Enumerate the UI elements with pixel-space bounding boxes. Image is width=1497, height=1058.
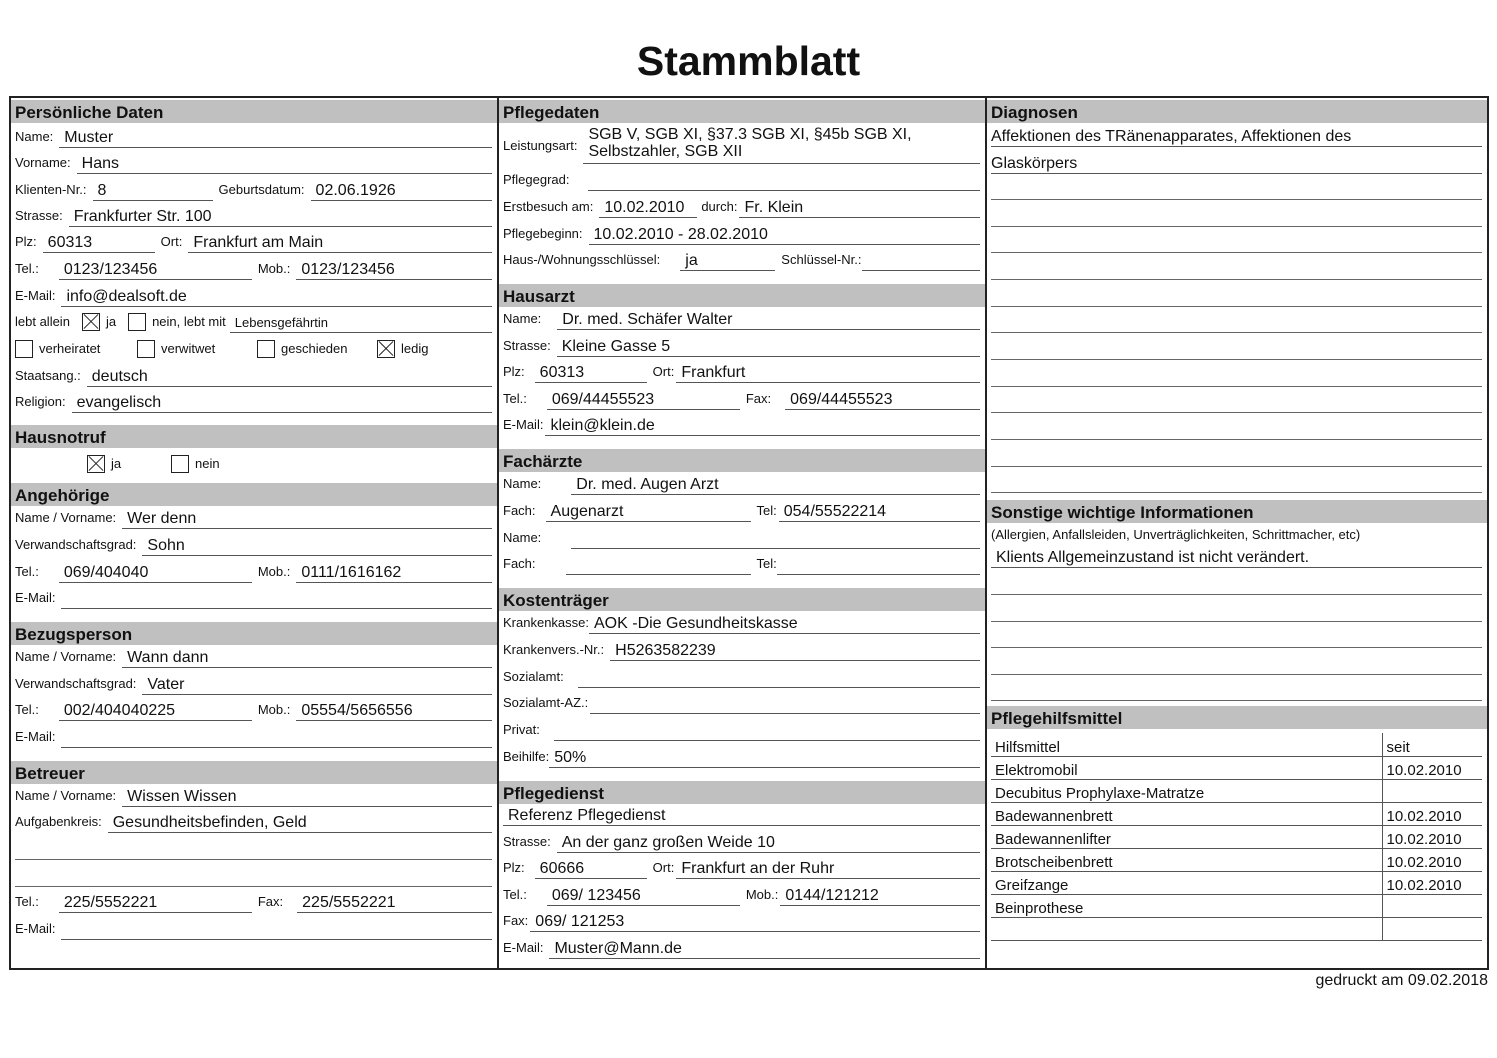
betreuer-email-label: E-Mail: [15, 921, 56, 936]
klient-row [15, 179, 492, 201]
pflegebeginn-row [503, 223, 980, 245]
angehoerige-grad-label: Verwandschaftsgrad: [15, 537, 137, 552]
vorname-label: Vorname: [15, 155, 71, 170]
name-row [15, 126, 492, 148]
diagnosen-blank-line[interactable] [991, 386, 1482, 387]
angehoerige-mob-label: Mob.: [257, 564, 291, 579]
leistungsart-row [503, 126, 980, 164]
hausarzt-tel-field[interactable]: 069/44455523 [547, 390, 740, 410]
hausarzt-name-row [503, 308, 980, 330]
betreuer-fax-field[interactable]: 225/5552221 [297, 893, 492, 913]
plz-ort-row [15, 231, 492, 253]
column-header-hilfsmittel: Hilfsmittel [991, 733, 1382, 756]
plz-field[interactable]: 60313 [43, 233, 155, 253]
hilfsmittel-name[interactable]: Elektromobil [991, 756, 1382, 779]
tel-field[interactable]: 0123/123456 [59, 260, 252, 280]
lebt-allein-ja-checkbox[interactable] [82, 313, 100, 331]
hausarzt-strasse-field[interactable]: Kleine Gasse 5 [557, 337, 980, 357]
section-header-fachaerzte: Fachärzte [499, 449, 985, 472]
diagnosen-blank-line[interactable] [991, 199, 1482, 200]
sonstige-text-field[interactable]: Klients Allgemeinzustand ist nicht verändert. [991, 548, 1482, 568]
hausnotruf-row [87, 453, 492, 475]
angehoerige-email-label: E-Mail: [15, 590, 56, 605]
bezugsperson-email-field[interactable] [61, 728, 492, 748]
pflegegrad-field[interactable] [588, 171, 981, 191]
privat-row [503, 719, 980, 741]
hilfsmittel-seit[interactable]: 10.02.2010 [1382, 802, 1482, 825]
hausarzt-plz-field[interactable]: 60313 [535, 363, 647, 383]
pflegedienst-fax-row [503, 910, 980, 932]
facharzt-2-name-label: Name: [503, 530, 542, 545]
strasse-row [15, 205, 492, 227]
hilfsmittel-name[interactable]: Greifzange [991, 871, 1382, 894]
facharzt-fach-label: Fach: [503, 503, 536, 518]
leistungsart-line-1: SGB V, SGB XI, §37.3 SGB XI, §45b SGB XI, [588, 126, 912, 143]
privat-field[interactable] [554, 721, 980, 741]
email-field[interactable]: info@dealsoft.de [61, 287, 492, 307]
hilfsmittel-name[interactable]: Badewannenlifter [991, 825, 1382, 848]
lebt-mit-field[interactable]: Lebensgefährtin [230, 313, 492, 333]
facharzt-2-name-field[interactable] [571, 529, 980, 549]
sozialamt-az-row [503, 692, 980, 714]
geburtsdatum-field[interactable]: 02.06.1926 [311, 181, 492, 201]
angehoerige-mob-field[interactable]: 0111/1616162 [296, 563, 492, 583]
krankenkasse-label: Krankenkasse: [503, 615, 589, 630]
bezugsperson-name-row [15, 646, 492, 668]
sozialamt-field[interactable] [578, 668, 980, 688]
pflegedienst-plz-label: Plz: [503, 860, 525, 875]
hausarzt-strasse-row [503, 335, 980, 357]
hausarzt-plz-row [503, 361, 980, 383]
name-label: Name: [15, 129, 54, 144]
leistungsart-label: Leistungsart: [503, 137, 578, 153]
betreuer-email-row [15, 918, 492, 940]
leistungsart-field[interactable] [583, 126, 980, 164]
sonstige-line-1 [991, 546, 1482, 568]
diagnosen-blank-line[interactable] [991, 306, 1482, 307]
tel-label: Tel.: [15, 261, 39, 276]
schluessel-nr-field[interactable] [862, 251, 981, 271]
section-header-angehoerige: Angehörige [11, 483, 497, 506]
betreuer-name-field[interactable]: Wissen Wissen [122, 787, 492, 807]
ledig-label: ledig [401, 341, 429, 356]
religion-label: Religion: [15, 394, 66, 409]
erstbesuch-field[interactable]: 10.02.2010 [599, 198, 697, 218]
hausarzt-email-field[interactable]: klein@klein.de [545, 416, 980, 436]
pflegedienst-plz-field[interactable]: 60666 [535, 859, 647, 879]
hausnotruf-ja-checkbox[interactable] [87, 455, 105, 473]
hausarzt-strasse-label: Strasse: [503, 338, 551, 353]
section-header-persoenliche-daten: Persönliche Daten [11, 100, 497, 123]
section-header-bezugsperson: Bezugsperson [11, 622, 497, 645]
diagnosen-blank-line[interactable] [991, 252, 1482, 253]
verwitwet-checkbox[interactable] [137, 340, 155, 358]
strasse-label: Strasse: [15, 208, 63, 223]
pflegedienst-email-row [503, 937, 980, 959]
ledig-checkbox[interactable] [377, 340, 395, 358]
name-field[interactable]: Muster [59, 128, 492, 148]
religion-row [15, 391, 492, 413]
krankenvers-nr-row [503, 639, 980, 661]
table-row [991, 871, 1482, 894]
betreuer-name-label: Name / Vorname: [15, 788, 117, 803]
nein-label: nein, lebt mit [152, 314, 226, 329]
pflegedienst-tel-field[interactable]: 069/ 123456 [547, 886, 740, 906]
hausnotruf-ja-label: ja [111, 456, 122, 471]
lebt-allein-nein-checkbox[interactable] [128, 313, 146, 331]
pflegedienst-mob-label: Mob.: [745, 887, 779, 902]
pflegedienst-plz-row [503, 857, 980, 879]
section-header-betreuer: Betreuer [11, 761, 497, 784]
bezugsperson-mob-field[interactable]: 05554/5656556 [296, 701, 492, 721]
pflegedienst-tel-label: Tel.: [503, 887, 527, 902]
hausarzt-tel-label: Tel.: [503, 391, 527, 406]
mob-field[interactable]: 0123/123456 [296, 260, 492, 280]
betreuer-tel-field[interactable]: 225/5552221 [59, 893, 252, 913]
section-header-kostentraeger: Kostenträger [499, 588, 985, 611]
strasse-field[interactable]: Frankfurter Str. 100 [69, 207, 492, 227]
left-column [11, 98, 499, 968]
hilfsmittel-name[interactable]: Beinprothese [991, 894, 1382, 917]
angehoerige-tel-field[interactable]: 069/404040 [59, 563, 252, 583]
betreuer-aufgaben-label: Aufgabenkreis: [15, 814, 102, 829]
klient-label: Klienten-Nr.: [15, 182, 87, 197]
pflegegrad-row [503, 169, 980, 191]
facharzt-1-name-field[interactable]: Dr. med. Augen Arzt [571, 475, 980, 495]
hausarzt-name-field[interactable]: Dr. med. Schäfer Walter [557, 310, 980, 330]
table-row [991, 802, 1482, 825]
diagnosen-blank-line[interactable] [991, 332, 1482, 333]
betreuer-aufgaben-line-3[interactable] [15, 886, 492, 887]
betreuer-aufgaben-row [15, 811, 492, 833]
schluessel-label: Haus-/Wohnungsschlüssel: [503, 252, 661, 267]
beihilfe-row [503, 746, 980, 768]
diagnosen-blank-line[interactable] [991, 226, 1482, 227]
verheiratet-label: verheiratet [39, 341, 101, 356]
right-column [987, 98, 1487, 968]
sozialamt-label: Sozialamt: [503, 669, 564, 684]
hausarzt-fax-label: Fax: [745, 391, 772, 406]
schluessel-field[interactable]: ja [680, 251, 775, 271]
diagnosen-line-2-field[interactable]: Glaskörpers [991, 154, 1482, 174]
sonstige-blank-line[interactable] [991, 594, 1482, 595]
familienstand-row [15, 338, 492, 360]
durch-field[interactable]: Fr. Klein [739, 198, 980, 218]
pflegedienst-strasse-label: Strasse: [503, 834, 551, 849]
diagnosen-line-1 [991, 125, 1482, 147]
section-header-pflegedaten: Pflegedaten [499, 100, 985, 123]
table-row-empty [991, 917, 1482, 940]
hilfsmittel-seit[interactable] [1382, 917, 1482, 940]
bezugsperson-grad-field[interactable]: Vater [142, 675, 492, 695]
facharzt-2-fach-field[interactable] [566, 555, 751, 575]
hausarzt-plz-label: Plz: [503, 364, 525, 379]
ort-label: Ort: [160, 234, 183, 249]
hausarzt-email-label: E-Mail: [503, 417, 544, 432]
facharzt-2-tel-label: Tel: [756, 556, 777, 571]
pflegedienst-tel-row [503, 884, 980, 906]
column-header-seit: seit [1382, 733, 1482, 756]
plz-label: Plz: [15, 234, 37, 249]
diagnosen-blank-line[interactable] [991, 359, 1482, 360]
klient-field[interactable]: 8 [93, 181, 213, 201]
angehoerige-email-field[interactable] [61, 589, 492, 609]
table-row [991, 779, 1482, 802]
geburtsdatum-label: Geburtsdatum: [218, 182, 305, 197]
hilfsmittel-seit[interactable]: 10.02.2010 [1382, 848, 1482, 871]
betreuer-fax-label: Fax: [257, 894, 284, 909]
pflegedienst-email-field[interactable]: Muster@Mann.de [549, 939, 980, 959]
section-header-sonstige: Sonstige wichtige Informationen [987, 500, 1487, 523]
staatsang-field[interactable]: deutsch [87, 367, 492, 387]
hilfsmittel-seit[interactable]: 10.02.2010 [1382, 825, 1482, 848]
table-row [991, 848, 1482, 871]
hilfsmittel-name[interactable] [991, 917, 1382, 940]
bezugsperson-email-row [15, 726, 492, 748]
krankenvers-nr-label: Krankenvers.-Nr.: [503, 642, 605, 657]
staatsangehoerigkeit-row [15, 365, 492, 387]
pflegedienst-fax-field[interactable]: 069/ 121253 [530, 912, 980, 932]
lebt-allein-label: lebt allein [15, 314, 70, 329]
angehoerige-name-field[interactable]: Wer denn [122, 509, 492, 529]
angehoerige-grad-row [15, 534, 492, 556]
pflegedienst-strasse-field[interactable]: An der ganz großen Weide 10 [557, 833, 980, 853]
krankenvers-nr-field[interactable]: H5263582239 [610, 641, 980, 661]
pflegegrad-label: Pflegegrad: [503, 172, 570, 187]
tel-mob-row [15, 258, 492, 280]
facharzt-tel-label: Tel: [756, 503, 777, 518]
table-row [991, 825, 1482, 848]
diagnosen-line-1-field[interactable]: Affektionen des TRänenapparates, Affektionen des [991, 127, 1482, 147]
stammblatt-form [9, 96, 1489, 970]
diagnosen-blank-line[interactable] [991, 279, 1482, 280]
hilfsmittel-name[interactable]: Brotscheibenbrett [991, 848, 1382, 871]
krankenkasse-row [503, 612, 980, 634]
angehoerige-name-label: Name / Vorname: [15, 510, 117, 525]
section-header-hausarzt: Hausarzt [499, 284, 985, 307]
ja-label: ja [105, 314, 117, 329]
sonstige-blank-line[interactable] [991, 621, 1482, 622]
diagnosen-line-2 [991, 152, 1482, 174]
bezugsperson-name-field[interactable]: Wann dann [122, 648, 492, 668]
printed-date: gedruckt am 09.02.2018 [1315, 972, 1488, 989]
hausarzt-fax-field[interactable]: 069/44455523 [785, 390, 980, 410]
hilfsmittel-name[interactable]: Decubitus Prophylaxe-Matratze [991, 779, 1382, 802]
privat-label: Privat: [503, 722, 540, 737]
diagnosen-blank-line[interactable] [991, 439, 1482, 440]
angehoerige-grad-field[interactable]: Sohn [142, 536, 492, 556]
facharzt-1-fach-row [503, 500, 980, 522]
schluessel-row [503, 249, 980, 271]
betreuer-tel-row [15, 891, 492, 913]
hausnotruf-nein-label: nein [195, 456, 220, 471]
diagnosen-blank-line[interactable] [991, 412, 1482, 413]
pflegedienst-ort-field[interactable]: Frankfurt an der Ruhr [676, 859, 980, 879]
hausarzt-ort-field[interactable]: Frankfurt [676, 363, 980, 383]
facharzt-1-name-row [503, 473, 980, 495]
pflegedienst-strasse-row [503, 831, 980, 853]
durch-label: durch: [701, 199, 738, 214]
erstbesuch-row [503, 196, 980, 218]
angehoerige-tel-label: Tel.: [15, 564, 39, 579]
angehoerige-tel-row [15, 561, 492, 583]
geschieden-checkbox[interactable] [257, 340, 275, 358]
bezugsperson-mob-label: Mob.: [257, 702, 291, 717]
beihilfe-field[interactable]: 50% [549, 748, 980, 768]
bezugsperson-tel-field[interactable]: 002/404040225 [59, 701, 252, 721]
geschieden-label: geschieden [281, 341, 348, 356]
table-row [991, 894, 1482, 917]
section-header-pflegehilfsmittel: Pflegehilfsmittel [987, 706, 1487, 729]
facharzt-1-fach-field[interactable]: Augenarzt [546, 502, 751, 522]
betreuer-aufgaben-line-2[interactable] [15, 859, 492, 860]
mob-label: Mob.: [257, 261, 291, 276]
sozialamt-az-field[interactable] [590, 694, 980, 714]
page-title: Stammblatt [636, 38, 861, 84]
erstbesuch-label: Erstbesuch am: [503, 199, 594, 214]
religion-field[interactable]: evangelisch [72, 393, 492, 413]
krankenkasse-field[interactable]: AOK -Die Gesundheitskasse [589, 614, 980, 634]
lebt-allein-row [15, 311, 492, 333]
staatsang-label: Staatsang.: [15, 368, 81, 383]
vorname-row [15, 152, 492, 174]
betreuer-name-row [15, 785, 492, 807]
table-row [991, 756, 1482, 779]
section-header-diagnosen: Diagnosen [987, 100, 1487, 123]
facharzt-2-tel-field[interactable] [777, 555, 980, 575]
hausarzt-email-row [503, 414, 980, 436]
sonstige-blank-line[interactable] [991, 674, 1482, 675]
hausarzt-tel-row [503, 388, 980, 410]
facharzt-1-tel-field[interactable]: 054/55522214 [779, 502, 980, 522]
hilfsmittel-seit[interactable] [1382, 779, 1482, 802]
middle-column [499, 98, 987, 968]
hausnotruf-nein-checkbox[interactable] [171, 455, 189, 473]
diagnosen-blank-line[interactable] [991, 466, 1482, 467]
diagnosen-blank-line[interactable] [991, 492, 1482, 493]
email-row [15, 285, 492, 307]
hausarzt-name-label: Name: [503, 311, 542, 326]
pflegedienst-fax-label: Fax: [503, 913, 529, 928]
facharzt-2-fach-label: Fach: [503, 556, 536, 571]
verwitwet-label: verwitwet [161, 341, 216, 356]
leistungsart-line-2: Selbstzahler, SGB XII [588, 143, 743, 160]
pflegedienst-name-field[interactable]: Referenz Pflegedienst [503, 806, 980, 826]
verheiratet-checkbox[interactable] [15, 340, 33, 358]
angehoerige-email-row [15, 587, 492, 609]
pflegebeginn-field[interactable]: 10.02.2010 - 28.02.2010 [589, 225, 980, 245]
pflegedienst-name-row [503, 804, 980, 826]
sonstige-hint: (Allergien, Anfallsleiden, Unverträglichkeiten, Schrittmacher, etc) [991, 527, 1361, 542]
bezugsperson-email-label: E-Mail: [15, 729, 56, 744]
pflegedienst-ort-label: Ort: [652, 860, 675, 875]
hilfsmittel-seit[interactable] [1382, 894, 1482, 917]
hilfsmittel-seit[interactable]: 10.02.2010 [1382, 871, 1482, 894]
hilfsmittel-name[interactable]: Badewannenbrett [991, 802, 1382, 825]
facharzt-2-name-row [503, 527, 980, 549]
vorname-field[interactable]: Hans [77, 154, 492, 174]
hilfsmittel-seit[interactable]: 10.02.2010 [1382, 756, 1482, 779]
table-header-row [991, 733, 1482, 756]
section-header-hausnotruf: Hausnotruf [11, 425, 497, 448]
hausarzt-ort-label: Ort: [652, 364, 675, 379]
ort-field[interactable]: Frankfurt am Main [188, 233, 492, 253]
facharzt-2-fach-row [503, 553, 980, 575]
bezugsperson-grad-row [15, 673, 492, 695]
betreuer-email-field[interactable] [61, 920, 492, 940]
schluessel-nr-label: Schlüssel-Nr.: [781, 252, 862, 267]
betreuer-tel-label: Tel.: [15, 894, 39, 909]
bezugsperson-tel-label: Tel.: [15, 702, 39, 717]
sozialamt-az-label: Sozialamt-AZ.: [503, 695, 589, 710]
bezugsperson-name-label: Name / Vorname: [15, 649, 117, 664]
bezugsperson-tel-row [15, 699, 492, 721]
pflegebeginn-label: Pflegebeginn: [503, 226, 583, 241]
section-header-pflegedienst: Pflegedienst [499, 781, 985, 804]
pflegedienst-email-label: E-Mail: [503, 940, 544, 955]
bezugsperson-grad-label: Verwandschaftsgrad: [15, 676, 137, 691]
pflegedienst-mob-field[interactable]: 0144/121212 [780, 886, 980, 906]
sozialamt-row [503, 666, 980, 688]
facharzt-name-label: Name: [503, 476, 542, 491]
beihilfe-label: Beihilfe: [503, 749, 550, 764]
sonstige-blank-line[interactable] [991, 647, 1482, 648]
email-label: E-Mail: [15, 288, 56, 303]
angehoerige-name-row [15, 507, 492, 529]
hilfsmittel-table [991, 733, 1482, 941]
sonstige-blank-line[interactable] [991, 700, 1482, 701]
betreuer-aufgaben-field[interactable]: Gesundheitsbefinden, Geld [108, 813, 492, 833]
